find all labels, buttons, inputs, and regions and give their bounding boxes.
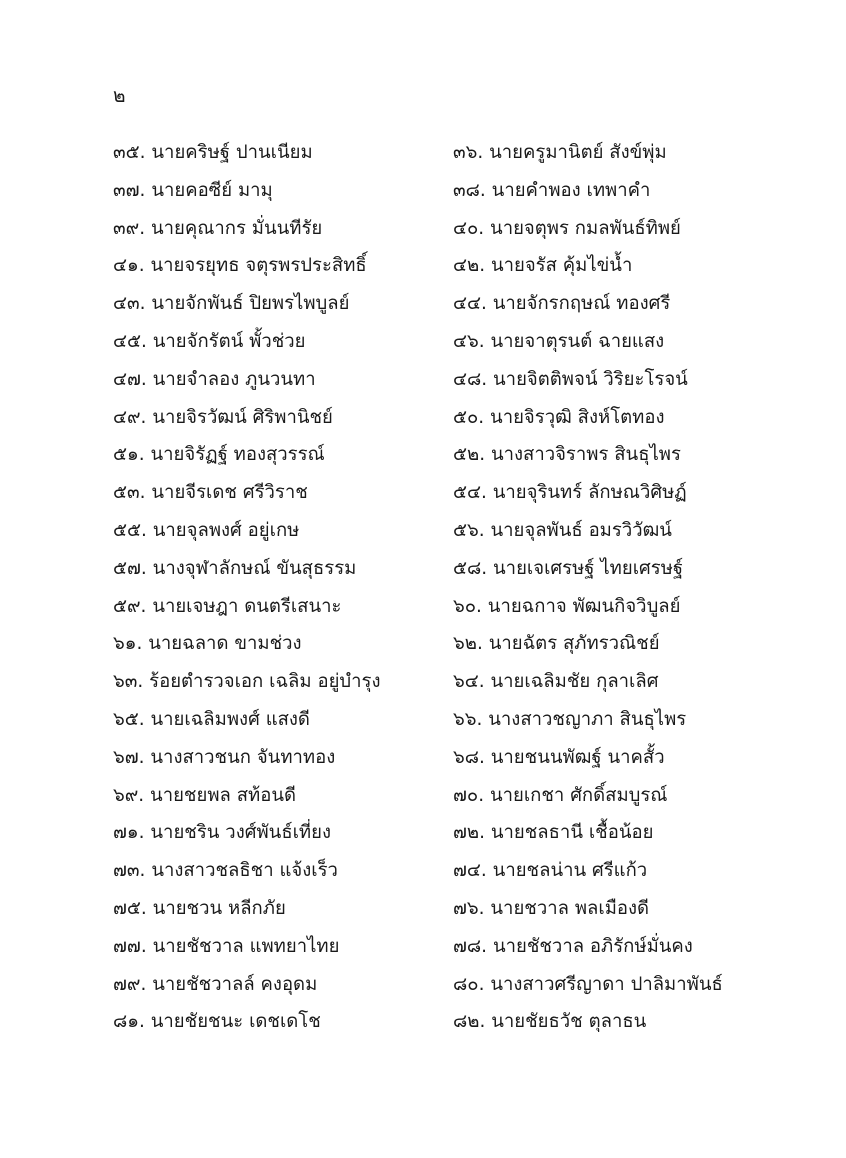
list-item: ๗๒. นายชลธานี เชื้อน้อย	[453, 822, 654, 844]
list-item: ๖๕. นายเฉลิมพงศ์ แสงดี	[113, 708, 310, 730]
list-item: ๔๙. นายจิรวัฒน์ ศิริพานิชย์	[113, 406, 333, 428]
list-row	[0, 215, 846, 253]
list-item: ๔๑. นายจรยุทธ จตุรพรประสิทธิ์	[113, 255, 367, 277]
list-row	[0, 479, 846, 517]
list-item: ๖๒. นายฉัตร สุภัทรวณิชย์	[453, 633, 660, 655]
list-row	[0, 630, 846, 668]
list-item: ๕๘. นายเจเศรษฐ์ ไทยเศรษฐ์	[453, 557, 684, 579]
list-item: ๗๓. นางสาวชลธิชา แจ้งเร็ว	[113, 860, 338, 882]
list-item: ๖๘. นายชนนพัฒฐ์ นาคสั้ว	[453, 746, 665, 768]
list-item: ๓๗. นายคอซีย์ มามุ	[113, 179, 273, 201]
page-number: ๒	[113, 85, 126, 107]
list-item: ๔๕. นายจักรัตน์ พั้วช่วย	[113, 330, 306, 352]
list-row	[0, 895, 846, 933]
list-item: ๕๑. นายจิรัฏฐ์ ทองสุวรรณ์	[113, 444, 325, 466]
list-item: ๖๙. นายชยพล สท้อนดี	[113, 784, 296, 806]
list-row	[0, 706, 846, 744]
list-row	[0, 668, 846, 706]
list-item: ๔๗. นายจำลอง ภูนวนทา	[113, 368, 316, 390]
list-item: ๗๖. นายชวาล พลเมืองดี	[453, 897, 650, 919]
list-row	[0, 366, 846, 404]
list-row	[0, 819, 846, 857]
list-item: ๓๙. นายคุณากร มั่นนทีรัย	[113, 217, 323, 239]
list-item: ๕๗. นางจุฬาลักษณ์ ขันสุธรรม	[113, 557, 357, 579]
list-row	[0, 177, 846, 215]
list-row	[0, 139, 846, 177]
list-item: ๗๗. นายชัชวาล แพทยาไทย	[113, 935, 340, 957]
list-item: ๔๒. นายจรัส คุ้มไข่น้ำ	[453, 255, 633, 277]
list-item: ๕๕. นายจุลพงศ์ อยู่เกษ	[113, 519, 300, 541]
list-row	[0, 782, 846, 820]
list-item: ๕๒. นางสาวจิราพร สินธุไพร	[453, 444, 681, 466]
list-item: ๓๕. นายคริษฐ์ ปานเนียม	[113, 142, 313, 163]
list-item: ๕๔. นายจุรินทร์ ลักษณวิศิษฏ์	[453, 482, 687, 504]
list-item: ๗๔. นายชลน่าน ศรีแก้ว	[453, 860, 648, 882]
list-row	[0, 517, 846, 555]
list-row	[0, 441, 846, 479]
list-item: ๗๙. นายชัชวาลล์ คงอุดม	[113, 973, 318, 995]
list-row	[0, 971, 846, 1009]
list-item: ๔๐. นายจตุพร กมลพันธ์ทิพย์	[453, 217, 681, 239]
list-item: ๖๑. นายฉลาด ขามช่วง	[113, 633, 302, 655]
list-item: ๕๓. นายจีรเดช ศรีวิราช	[113, 482, 308, 504]
list-row	[0, 933, 846, 971]
list-row	[0, 404, 846, 442]
list-item: ๓๖. นายครูมานิตย์ สังข์พุ่ม	[453, 142, 667, 163]
list-row	[0, 328, 846, 366]
list-item: ๗๘. นายชัชวาล อภิรักษ์มั่นคง	[453, 935, 693, 957]
list-item: ๖๔. นายเฉลิมชัย กุลาเลิศ	[453, 671, 659, 693]
list-item: ๕๖. นายจุลพันธ์ อมรวิวัฒน์	[453, 519, 672, 541]
list-item: ๗๕. นายชวน หลีกภัย	[113, 897, 286, 919]
list-item: ๔๘. นายจิตติพจน์ วิริยะโรจน์	[453, 368, 688, 390]
list-item: ๖๗. นางสาวชนก จันทาทอง	[113, 746, 336, 768]
list-item: ๔๖. นายจาตุรนต์ ฉายแสง	[453, 330, 665, 352]
list-item: ๓๘. นายคำพอง เทพาคำ	[453, 179, 651, 201]
list-item: ๘๐. นางสาวศรีญาดา ปาลิมาพันธ์	[453, 973, 723, 995]
list-row	[0, 252, 846, 290]
list-item: ๘๑. นายชัยชนะ เดชเดโช	[113, 1011, 321, 1033]
list-row	[0, 744, 846, 782]
list-row	[0, 857, 846, 895]
list-row	[0, 1008, 846, 1046]
list-item: ๗๑. นายชริน วงศ์พันธ์เที่ยง	[113, 822, 331, 844]
list-item: ๘๒. นายชัยธวัช ตุลาธน	[453, 1011, 647, 1033]
list-item: ๖๐. นายฉกาจ พัฒนกิจวิบูลย์	[453, 595, 681, 617]
list-row	[0, 593, 846, 631]
list-item: ๔๓. นายจักพันธ์ ปิยพรไพบูลย์	[113, 293, 350, 315]
list-row	[0, 555, 846, 593]
list-item: ๕๙. นายเจษฎา ดนตรีเสนาะ	[113, 595, 342, 617]
list-item: ๖๓. ร้อยตำรวจเอก เฉลิม อยู่บำรุง	[113, 671, 381, 693]
list-item: ๔๔. นายจักรกฤษณ์ ทองศรี	[453, 293, 671, 315]
list-item: ๗๐. นายเกชา ศักดิ์สมบูรณ์	[453, 784, 668, 806]
list-row	[0, 290, 846, 328]
name-list	[0, 139, 846, 1046]
list-item: ๖๖. นางสาวชญาภา สินธุไพร	[453, 708, 687, 730]
list-item: ๕๐. นายจิรวุฒิ สิงห์โตทอง	[453, 406, 665, 428]
